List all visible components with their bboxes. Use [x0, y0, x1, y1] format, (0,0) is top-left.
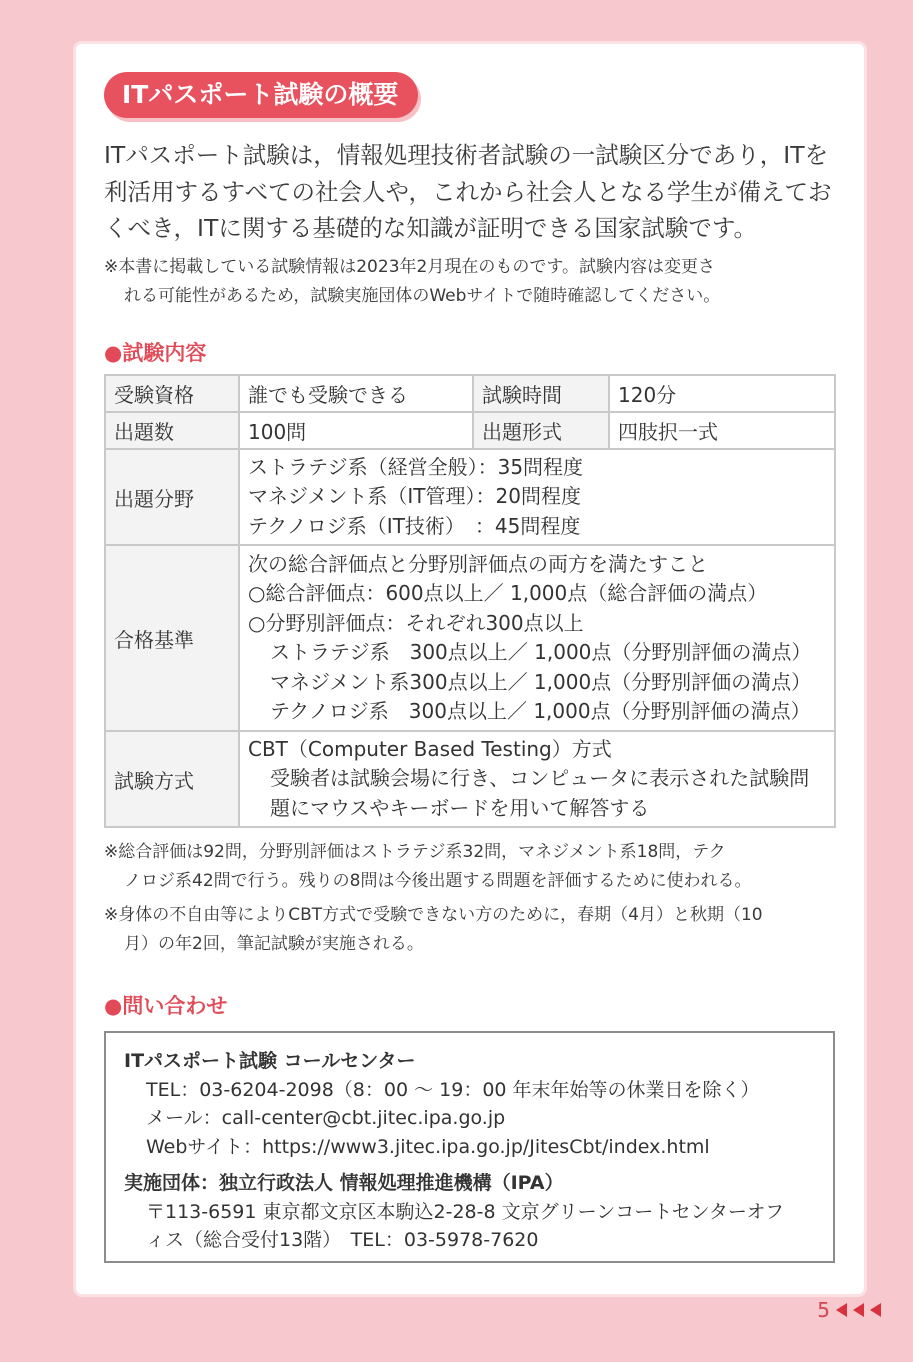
- note-top-line1: ※本書に掲載している試験情報は2023年2月現在のものです。試験内容は変更さ: [104, 257, 715, 277]
- table-header-cell: 出題数: [105, 412, 239, 449]
- table-cell-fields: [239, 449, 835, 545]
- contact-box: [104, 1031, 835, 1263]
- section-heading-contact: ●問い合わせ: [104, 994, 228, 1018]
- table-cell: 誰でも受験できる: [239, 375, 473, 412]
- call-center-tel: TEL：03-6204-2098（8：00 ～ 19：00 年末年始等の休業日を除く）: [146, 1078, 760, 1101]
- table-cell: 120分: [609, 375, 835, 412]
- call-center-web[interactable]: Webサイト：https://www3.jitec.ipa.go.jp/JitesCbt/index.html: [146, 1135, 710, 1158]
- table-header-cell: 受験資格: [105, 375, 239, 412]
- page-footer: [817, 1298, 881, 1322]
- criteria-line: ○総合評価点：600点以上／ 1,000点（総合評価の満点）: [248, 581, 768, 605]
- note-scoring-line1: ※総合評価は92問，分野別評価はストラテジ系32問，マネジメント系18問，テク: [104, 842, 726, 862]
- table-row: [105, 412, 835, 449]
- organization-address: 〒113-6591 東京都文京区本駒込2-28-8 文京グリーンコートセンターオフ: [146, 1200, 784, 1223]
- arrow-left-icon: [853, 1303, 864, 1317]
- arrow-left-icon: [870, 1303, 881, 1317]
- call-center-mail[interactable]: メール：call-center@cbt.jitec.ipa.go.jp: [146, 1107, 506, 1129]
- page-title: ITパスポート試験の概要: [104, 72, 418, 118]
- criteria-line: ストラテジ系 300点以上／ 1,000点（分野別評価の満点）: [270, 640, 812, 664]
- note-written-line2: 月）の年2回，筆記試験が実施される。: [124, 934, 424, 954]
- intro-paragraph: ITパスポート試験は，情報処理技術者試験の一試験区分であり，ITを利活用するすべての社会人や，これから社会人となる学生が備えておくべき，ITに関する基礎的な知識が証明できる国家試験です。: [104, 141, 832, 242]
- table-row: [105, 545, 835, 731]
- call-center-name: ITパスポート試験 コールセンター: [124, 1050, 416, 1072]
- table-header-cell: 試験方式: [105, 731, 239, 827]
- field-line: テクノロジ系（IT技術） ：45問程度: [248, 513, 581, 538]
- table-cell: 100問: [239, 412, 473, 449]
- section-heading-exam: ●試験内容: [104, 341, 207, 365]
- note-written-exam: [104, 901, 844, 959]
- table-cell: 四肢択一式: [609, 412, 835, 449]
- field-line: マネジメント系（IT管理）：20問程度: [248, 484, 581, 509]
- table-cell-method: [239, 731, 835, 827]
- criteria-line: テクノロジ系 300点以上／ 1,000点（分野別評価の満点）: [270, 699, 811, 723]
- exam-table: [104, 374, 836, 828]
- table-row: [105, 375, 835, 412]
- method-line: 受験者は試験会場に行き、コンピュータに表示された試験問: [270, 766, 810, 791]
- table-header-cell: 出題形式: [473, 412, 609, 449]
- criteria-line: マネジメント系300点以上／ 1,000点（分野別評価の満点）: [270, 669, 812, 694]
- criteria-line: ○分野別評価点：それぞれ300点以上: [248, 610, 584, 635]
- table-header-cell: 合格基準: [105, 545, 239, 731]
- table-row: [105, 731, 835, 827]
- method-line: 題にマウスやキーボードを用いて解答する: [270, 795, 650, 820]
- criteria-line: 次の総合評価点と分野別評価点の両方を満たすこと: [248, 551, 708, 576]
- table-header-cell: 出題分野: [105, 449, 239, 545]
- page-number: 5: [817, 1298, 830, 1322]
- table-cell-criteria: [239, 545, 835, 731]
- note-scoring-line2: ノロジ系42問で行う。残りの8問は今後出題する問題を評価するために使われる。: [124, 871, 752, 891]
- arrow-left-icon: [836, 1303, 847, 1317]
- note-written-line1: ※身体の不自由等によりCBT方式で受験できない方のために，春期（4月）と秋期（10: [104, 905, 763, 925]
- note-top-line2: れる可能性があるため，試験実施団体のWebサイトで随時確認してください。: [124, 286, 721, 306]
- note-top: [104, 253, 844, 311]
- organization-name: 実施団体：独立行政法人 情報処理推進機構（IPA）: [124, 1172, 564, 1194]
- note-scoring: [104, 838, 844, 896]
- method-line: CBT（Computer Based Testing）方式: [248, 736, 612, 761]
- field-line: ストラテジ系（経営全般）：35問程度: [248, 454, 584, 479]
- table-header-cell: 試験時間: [473, 375, 609, 412]
- table-row: [105, 449, 835, 545]
- organization-address-cont: ィス（総合受付13階） TEL：03-5978-7620: [146, 1229, 539, 1251]
